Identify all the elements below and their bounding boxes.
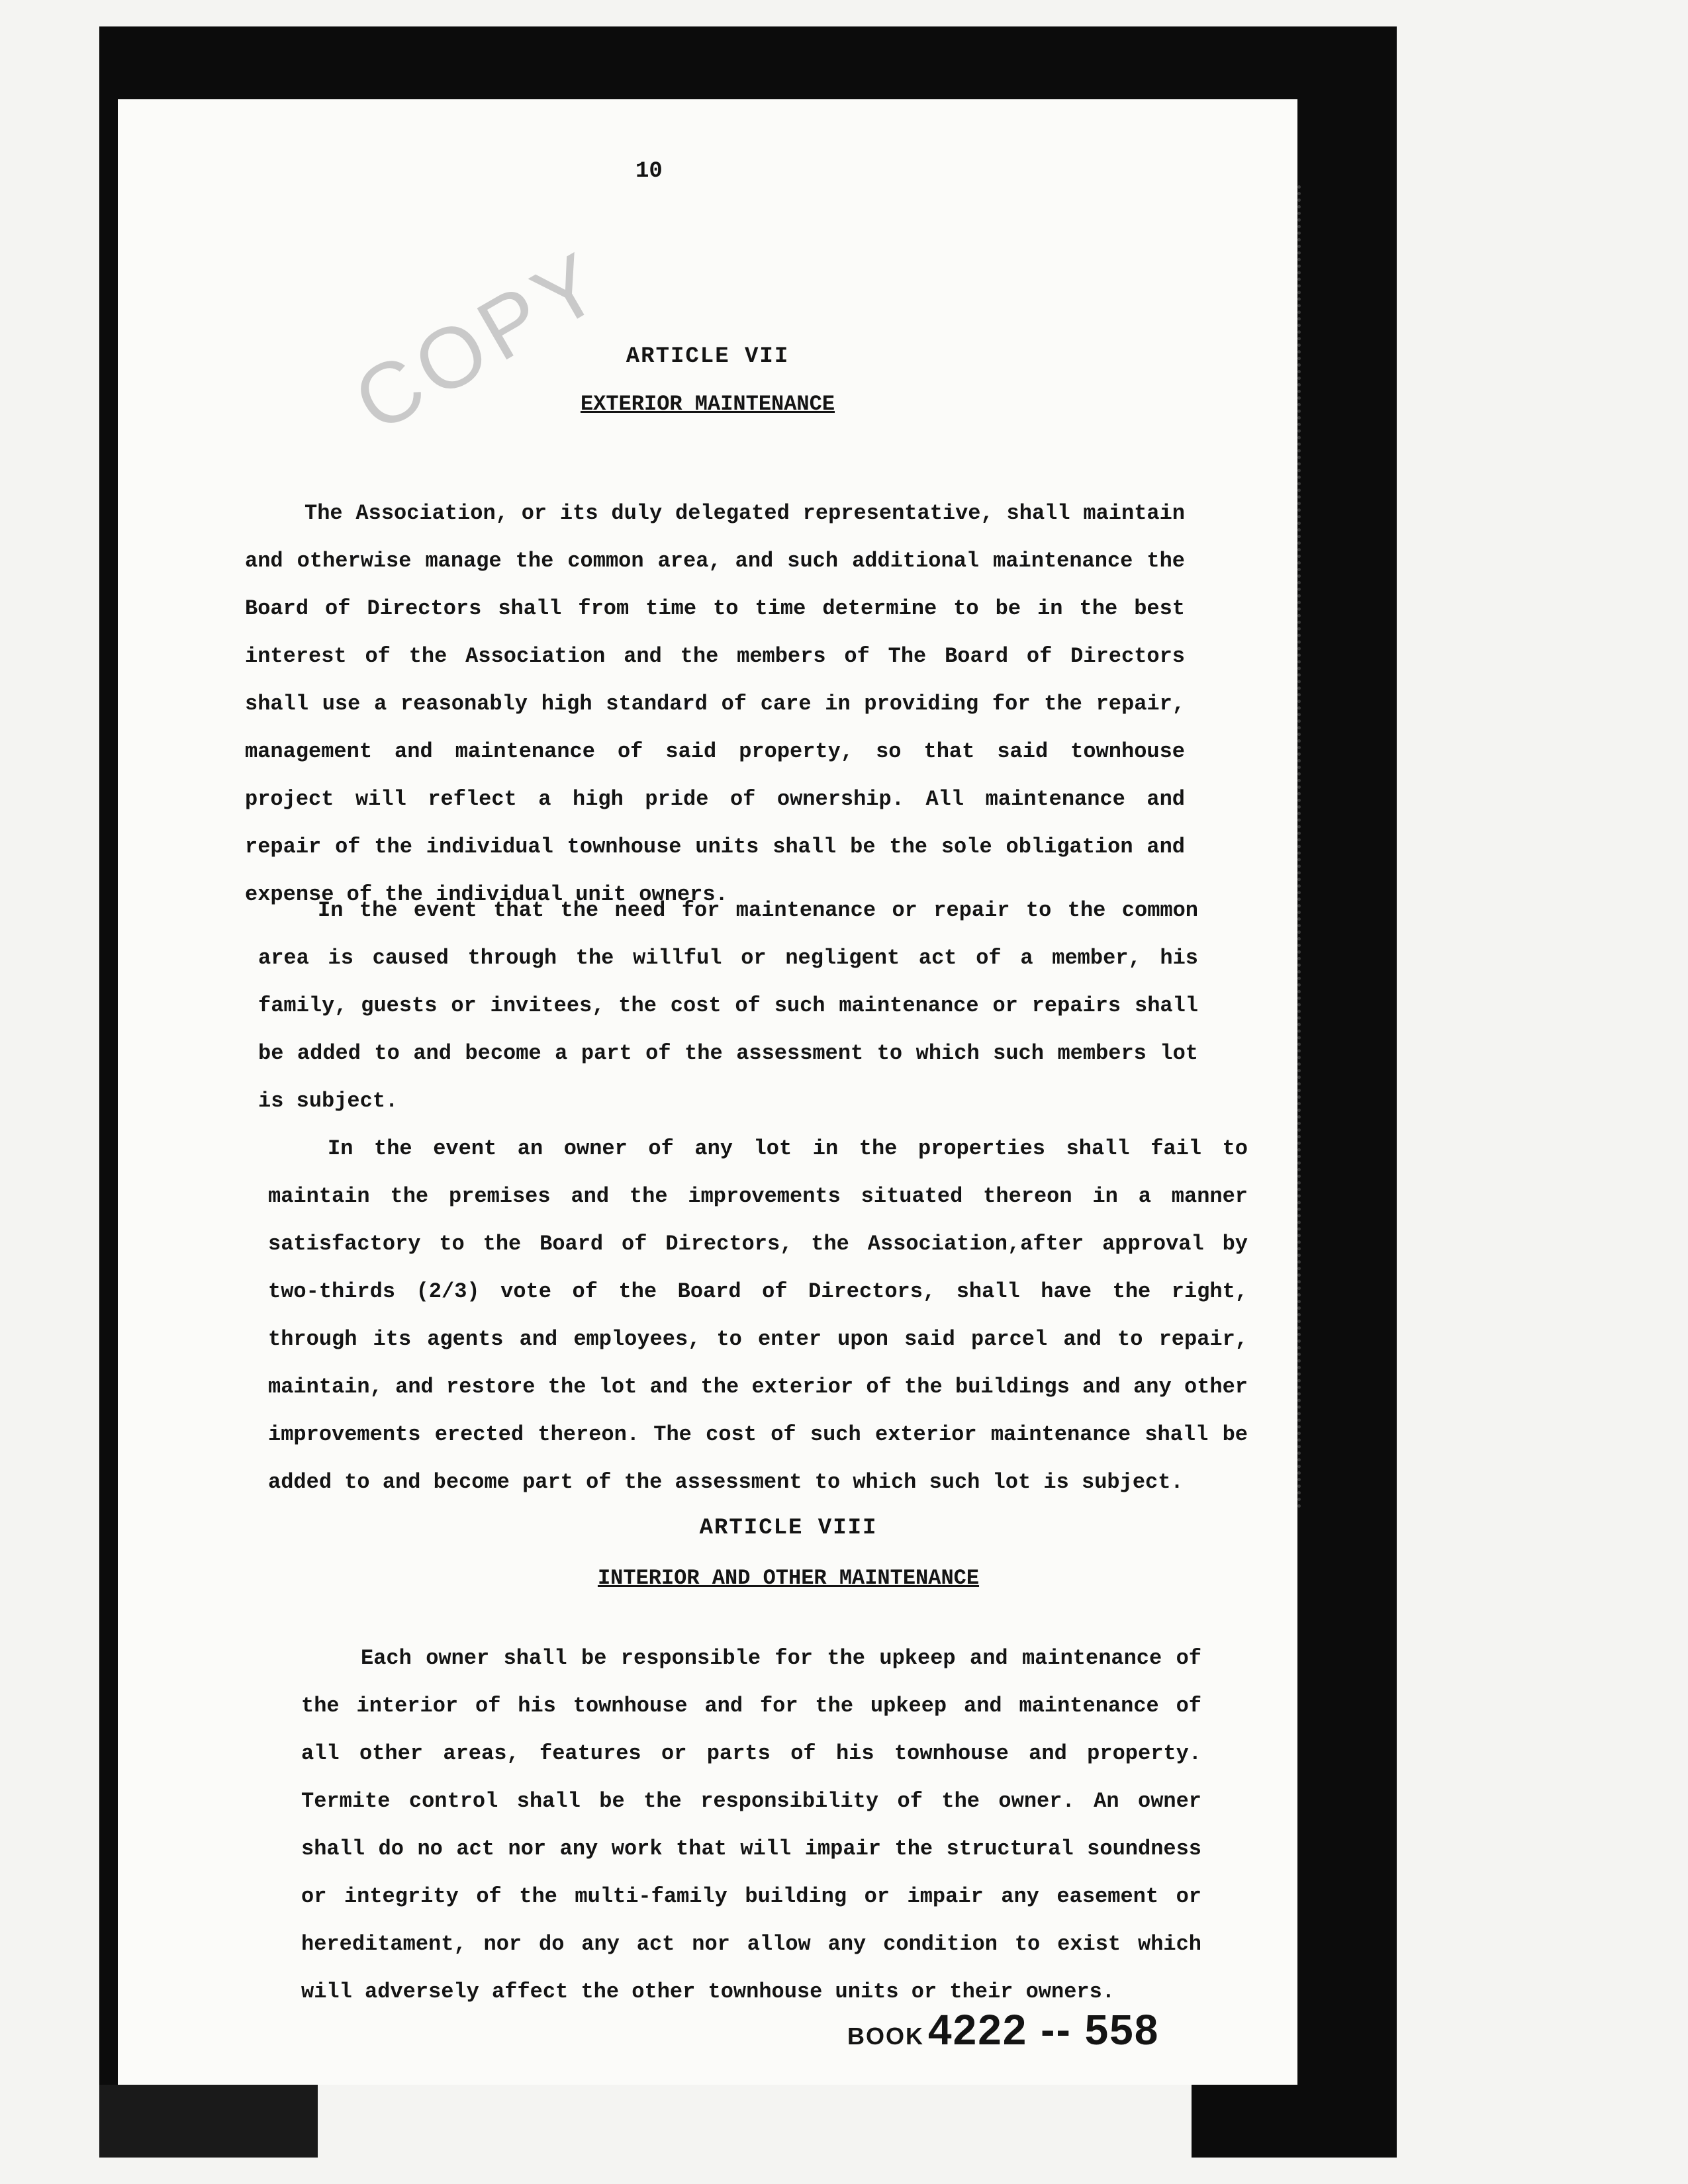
scan-border-bottom-left	[99, 2085, 318, 2158]
article-vii-paragraph-2: In the event that the need for maintenance or repair to the common area is caused through the willful or negligent act of a member, his family, guests or invitees, the cost of such maintenance or repairs shall be added to and become a part of the assessment to which such members lot is subject.	[258, 898, 1198, 1113]
article-vii-subtitle: EXTERIOR MAINTENANCE	[580, 392, 835, 416]
article-viii-subtitle: INTERIOR AND OTHER MAINTENANCE	[597, 1566, 980, 1590]
book-page-reference	[847, 2005, 1159, 2054]
book-reference-number: 4222 -- 558	[928, 2006, 1160, 2054]
scan-border-right	[1297, 26, 1397, 2158]
copy-stamp: COPY	[338, 231, 621, 451]
book-reference-prefix: BOOK	[847, 2023, 924, 2050]
article-vii-paragraph-3: In the event an owner of any lot in the properties shall fail to maintain the premises and the improvements situated thereon in a manner satisfactory to the Board of Directors, the Association,after approval by two-thirds (2/3) vote of the Board of Directors, shall have the right, through its agents and employees, to enter upon said parcel and to repair, maintain, and restore the lot and the exterior of the buildings and any other improvements erected thereon. The cost of such exterior maintenance shall be added to and become part of the assessment to which such lot is subject.	[268, 1136, 1248, 1494]
scan-border-left	[99, 26, 118, 2158]
perforation-edge	[1297, 185, 1301, 1509]
article-vii-paragraph-1: The Association, or its duly delegated representative, shall maintain and otherwise manage the common area, and such additional maintenance the Board of Directors shall from time to time determine to be in the best interest of the Association and the members of The Board of Directors shall use a reasonably high standard of care in providing for the repair, management and maintenance of said property, so that said townhouse project will reflect a high pride of ownership. All maintenance and repair of the individual townhouse units shall be the sole obligation and expense of the individual unit owners.	[245, 501, 1185, 907]
scan-border-top	[99, 26, 1344, 99]
article-viii-paragraph-1: Each owner shall be responsible for the upkeep and maintenance of the interior of his townhouse and for the upkeep and maintenance of all other areas, features or parts of his townhouse and property. Termite control shall be the responsibility of the owner. An owner shall do no act nor any work that will impair the structural soundness or integrity of the multi-family building or impair any easement or hereditament, nor do any act nor allow any condition to exist which will adversely affect the other townhouse units or their owners.	[301, 1646, 1201, 2004]
page-number: 10	[635, 159, 663, 184]
article-viii-title: ARTICLE VIII	[699, 1516, 878, 1541]
article-vii-title: ARTICLE VII	[626, 344, 790, 369]
